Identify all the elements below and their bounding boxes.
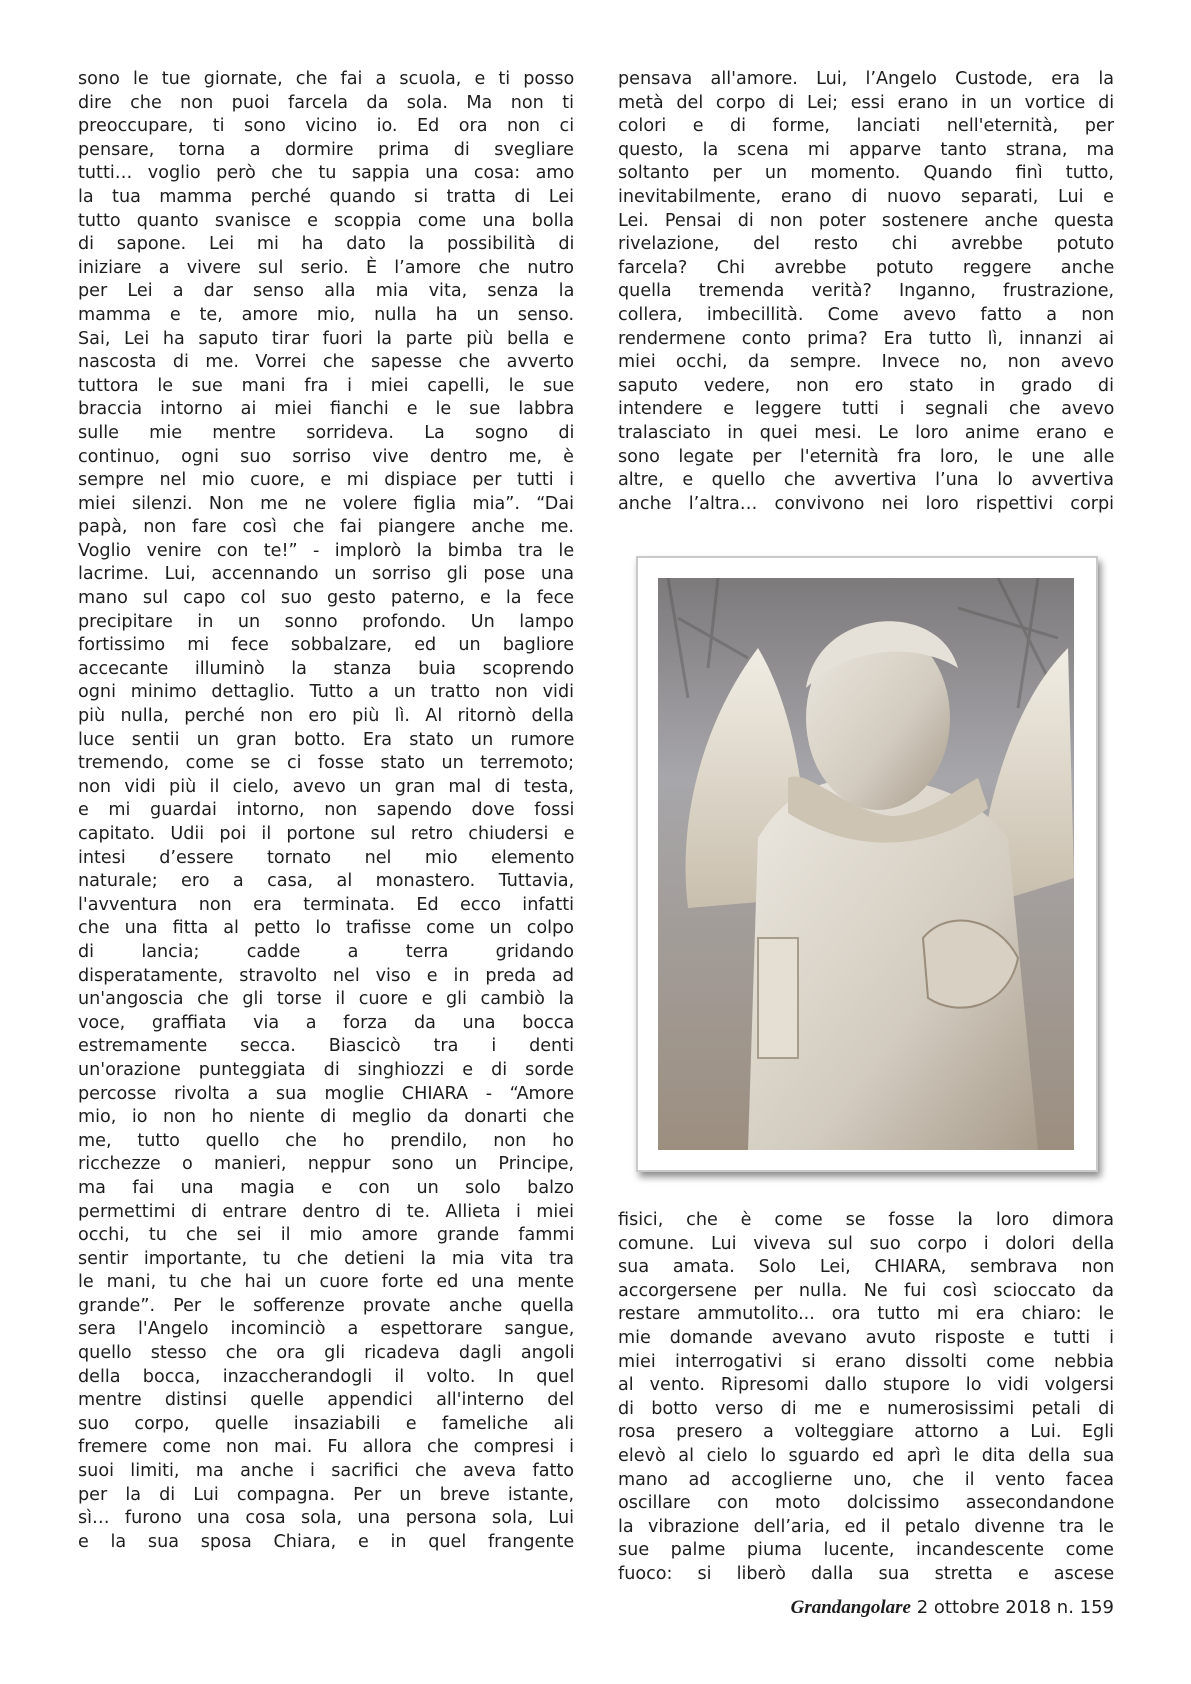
text-line: percosse rivolta a sua moglie CHIARA - “Amore — [78, 1083, 575, 1104]
issue-info: 2 ottobre 2018 n. 159 — [916, 1597, 1114, 1618]
text-line: farcela? Chi avrebbe potuto reggere anche — [618, 257, 1115, 278]
text-line: ricchezze o manieri, neppur sono un Principe, — [78, 1154, 575, 1175]
text-line: fuoco: si liberò dalla sua stretta e ascese — [618, 1563, 1115, 1584]
text-line: non vidi più il cielo, avevo un gran mal di testa, — [78, 776, 574, 797]
text-line: occhi, tu che sei il mio amore grande fammi — [78, 1225, 575, 1246]
text-line: mentre distinsi quelle appendici all'interno del — [78, 1390, 575, 1411]
text-line: fisici, che è come se fosse la loro dimora — [618, 1210, 1114, 1230]
photo-frame — [636, 556, 1098, 1172]
text-line: permettimi di entrare dentro di te. Allieta i miei — [78, 1201, 574, 1222]
text-line: sì… furono una cosa sola, una persona sola, Lui — [78, 1508, 574, 1529]
text-line: precipitare in un sonno profondo. Un lampo — [78, 611, 574, 632]
text-line: voce, graffiata via a forza da una bocca — [78, 1012, 575, 1033]
text-line: comune. Lui viveva sul suo corpo i dolori della — [618, 1233, 1115, 1254]
text-line: tutto quanto svanisce e scoppia come una bolla — [78, 210, 575, 231]
text-line: miei occhi, da sempre. Invece no, non avevo — [618, 352, 1114, 373]
text-line: accorgersene per nulla. Ne fui così scioccato da — [618, 1280, 1114, 1301]
text-line: accecante illuminò la stanza buia scoprendo — [78, 658, 575, 679]
text-line: restare ammutolito... ora tutto mi era chiaro: le — [618, 1304, 1115, 1325]
text-line: disperatamente, stravolto nel viso e in preda ad — [78, 965, 574, 986]
text-line: estremamente secca. Biascicò tra i denti — [78, 1036, 574, 1057]
text-line: e mi guardai intorno, non sapendo dove fossi — [78, 800, 575, 821]
text-line: altre, e quello che avvertiva l’una lo avvertiva — [618, 470, 1114, 491]
right-text-column-bottom — [618, 1209, 1114, 1587]
text-line: collera, imbecillità. Come avevo fatto a non — [618, 304, 1115, 325]
text-line: luce sentii un gran botto. Era stato un rumore — [78, 729, 575, 750]
text-line: ma fai una magia e con un solo balzo — [78, 1177, 574, 1198]
text-line: oscillare con moto dolcissimo assecondandone — [618, 1493, 1115, 1514]
left-text-column — [78, 68, 574, 1554]
text-line: fortissimo mi fece sobbalzare, ed un bagliore — [78, 635, 575, 656]
text-line: un'orazione punteggiata di singhiozzi e di sorde — [78, 1059, 574, 1080]
text-line: di lancia; cadde a terra gridando — [78, 941, 574, 962]
text-line: mamma e te, amore mio, nulla ha un senso. — [78, 304, 575, 325]
text-line: tutti… voglio però che tu sappia una cosa: amo — [78, 163, 575, 184]
text-line: rosa presero a volteggiare attorno a Lui. Egli — [618, 1422, 1114, 1443]
text-line: mio, io non ho niente di meglio da donarti che — [78, 1107, 575, 1128]
text-line: Sai, Lei ha saputo tirar fuori la parte più bella e — [78, 328, 574, 349]
text-line: capitato. Udii poi il portone sul retro chiudersi e — [78, 824, 575, 844]
text-line: rivelazione, del resto chi avrebbe potuto — [618, 234, 1115, 255]
text-line: mie domande avevano avuto risposte e tutti i — [618, 1327, 1114, 1348]
text-line: braccia intorno ai miei fianchi e le sue labbra — [78, 399, 575, 420]
text-line: Lei. Pensai di non poter sostenere anche questa — [618, 210, 1114, 231]
text-line: ogni minimo dettaglio. Tutto a un tratto non vidi — [78, 682, 575, 703]
text-line: soltanto per un momento. Quando finì tutto, — [618, 163, 1114, 184]
text-line: me, tutto quello che ho prendilo, non ho — [78, 1130, 574, 1151]
text-line: intesi d’essere tornato nel mio elemento — [78, 847, 575, 868]
text-line: sono legate per l'eternità fra loro, le une alle — [618, 446, 1115, 467]
text-line: Voglio venire con te!” - implorò la bimba tra le — [78, 540, 575, 561]
text-line: colori e di forme, lanciati nell'eternità, per — [618, 116, 1114, 137]
text-line: e la sua sposa Chiara, e in quel frangente — [78, 1531, 575, 1552]
text-line: iniziare a vivere sul serio. È l’amore che nutro — [78, 257, 575, 278]
text-line: tuttora le sue mani fra i miei capelli, le sue — [78, 375, 575, 396]
text-line: un'angoscia che gli torse il cuore e gli cambiò la — [78, 989, 575, 1010]
text-line: sera l'Angelo incominciò a espettorare sangue, — [78, 1319, 575, 1340]
text-line: suoi limiti, ma anche i sacrifici che aveva fatto — [78, 1461, 575, 1482]
text-line: più nulla, perché non ero più lì. Al ritornò della — [78, 706, 574, 727]
text-line: grande”. Per le sofferenze provate anche quella — [78, 1295, 575, 1316]
text-line: continuo, ogni suo sorriso vive dentro me, è — [78, 446, 574, 467]
publication-name: Grandangolare — [790, 1597, 911, 1618]
text-line: lacrime. Lui, accennando un sorriso gli pose una — [78, 564, 574, 585]
text-line: sentir importante, tu che detieni la mia vita tra — [78, 1248, 574, 1269]
text-line: la tua mamma perché quando si tratta di Lei — [78, 186, 574, 207]
text-line: inevitabilmente, erano di nuovo separati, Lui e — [618, 186, 1114, 207]
text-line: anche l’altra… convivono nei loro rispettivi corpi — [618, 493, 1114, 514]
text-line: quella tremenda verità? Inganno, frustrazione, — [618, 281, 1115, 302]
text-line: tralasciato in quei mesi. Le loro anime erano e — [618, 422, 1115, 443]
text-line: quello stesso che ora gli ricadeva dagli angoli — [78, 1343, 575, 1364]
text-line: suo corpo, quelle insaziabili e fameliche ali — [78, 1413, 575, 1434]
angel-statue-photo — [658, 578, 1074, 1150]
text-line: per la di Lui compagna. Per un breve istante, — [78, 1484, 575, 1505]
text-line: dire che non puoi farcela da sola. Ma non ti — [78, 92, 574, 113]
text-line: l'avventura non era terminata. Ed ecco infatti — [78, 894, 574, 915]
text-line: sue palme piuma lucente, incandescente come — [618, 1540, 1114, 1561]
text-line: mano sul capo col suo gesto paterno, e la fece — [78, 588, 575, 609]
text-line: metà del corpo di Lei; essi erano in un vortice di — [618, 92, 1115, 113]
text-line: le mani, tu che hai un cuore forte ed una mente — [78, 1272, 575, 1293]
text-line: naturale; ero a casa, al monastero. Tuttavia, — [78, 871, 575, 892]
statue-sleeve — [758, 938, 798, 1058]
text-line: rendermene conto prima? Era tutto lì, innanzi ai — [618, 328, 1114, 349]
text-line: la vibrazione dell’aria, ed il petalo divenne tra le — [618, 1516, 1114, 1537]
right-text-column-top — [618, 68, 1114, 516]
text-line: nascosta di me. Vorrei che sapesse che avverto — [78, 352, 574, 373]
text-line: papà, non fare così che fai piangere anche me. — [78, 517, 574, 538]
text-line: pensare, torna a dormire prima di svegliare — [78, 139, 574, 160]
text-line: preoccupare, ti sono vicino io. Ed ora non ci — [78, 116, 575, 137]
text-line: sua amata. Solo Lei, CHIARA, sembrava non — [618, 1257, 1115, 1278]
text-line: sempre nel mio cuore, e mi dispiace per tutti i — [78, 470, 575, 491]
text-line: saputo vedere, non ero stato in grado di — [618, 375, 1114, 396]
page-footer — [740, 1597, 1114, 1619]
angel-statue-illustration — [658, 578, 1074, 1150]
text-line: della bocca, inzaccherandogli il volto. In quel — [78, 1366, 575, 1387]
text-line: sulle mie mentre sorrideva. La sogno di — [78, 422, 575, 443]
text-line: elevò al cielo lo sguardo ed aprì le dita della sua — [618, 1445, 1115, 1466]
text-line: questo, la scena mi apparve tanto strana, ma — [618, 139, 1115, 160]
text-line: mano ad accoglierne uno, che il vento facea — [618, 1469, 1114, 1490]
text-line: di sapone. Lei mi ha dato la possibilità di — [78, 234, 575, 255]
text-line: di botto verso di me e numerosissimi petali di — [618, 1398, 1115, 1419]
text-line: pensava all'amore. Lui, l’Angelo Custode, era la — [618, 69, 1114, 89]
text-line: fremere come non mai. Fu allora che compresi i — [78, 1437, 574, 1458]
text-line: al vento. Ripresomi dallo stupore lo vidi volgersi — [618, 1375, 1114, 1396]
text-line: miei silenzi. Non me ne volere figlia mia”. “Dai — [78, 493, 574, 514]
text-line: sono le tue giornate, che fai a scuola, e ti posso — [78, 69, 575, 89]
text-line: intendere e leggere tutti i segnali che avevo — [618, 399, 1115, 420]
text-line: tremendo, come se ci fosse stato un terremoto; — [78, 753, 575, 774]
text-line: che una fitta al petto lo trafisse come un colpo — [78, 918, 574, 939]
text-line: miei interrogativi si erano dissolti come nebbia — [618, 1351, 1114, 1372]
text-line: per Lei a dar senso alla mia vita, senza la — [78, 281, 575, 302]
